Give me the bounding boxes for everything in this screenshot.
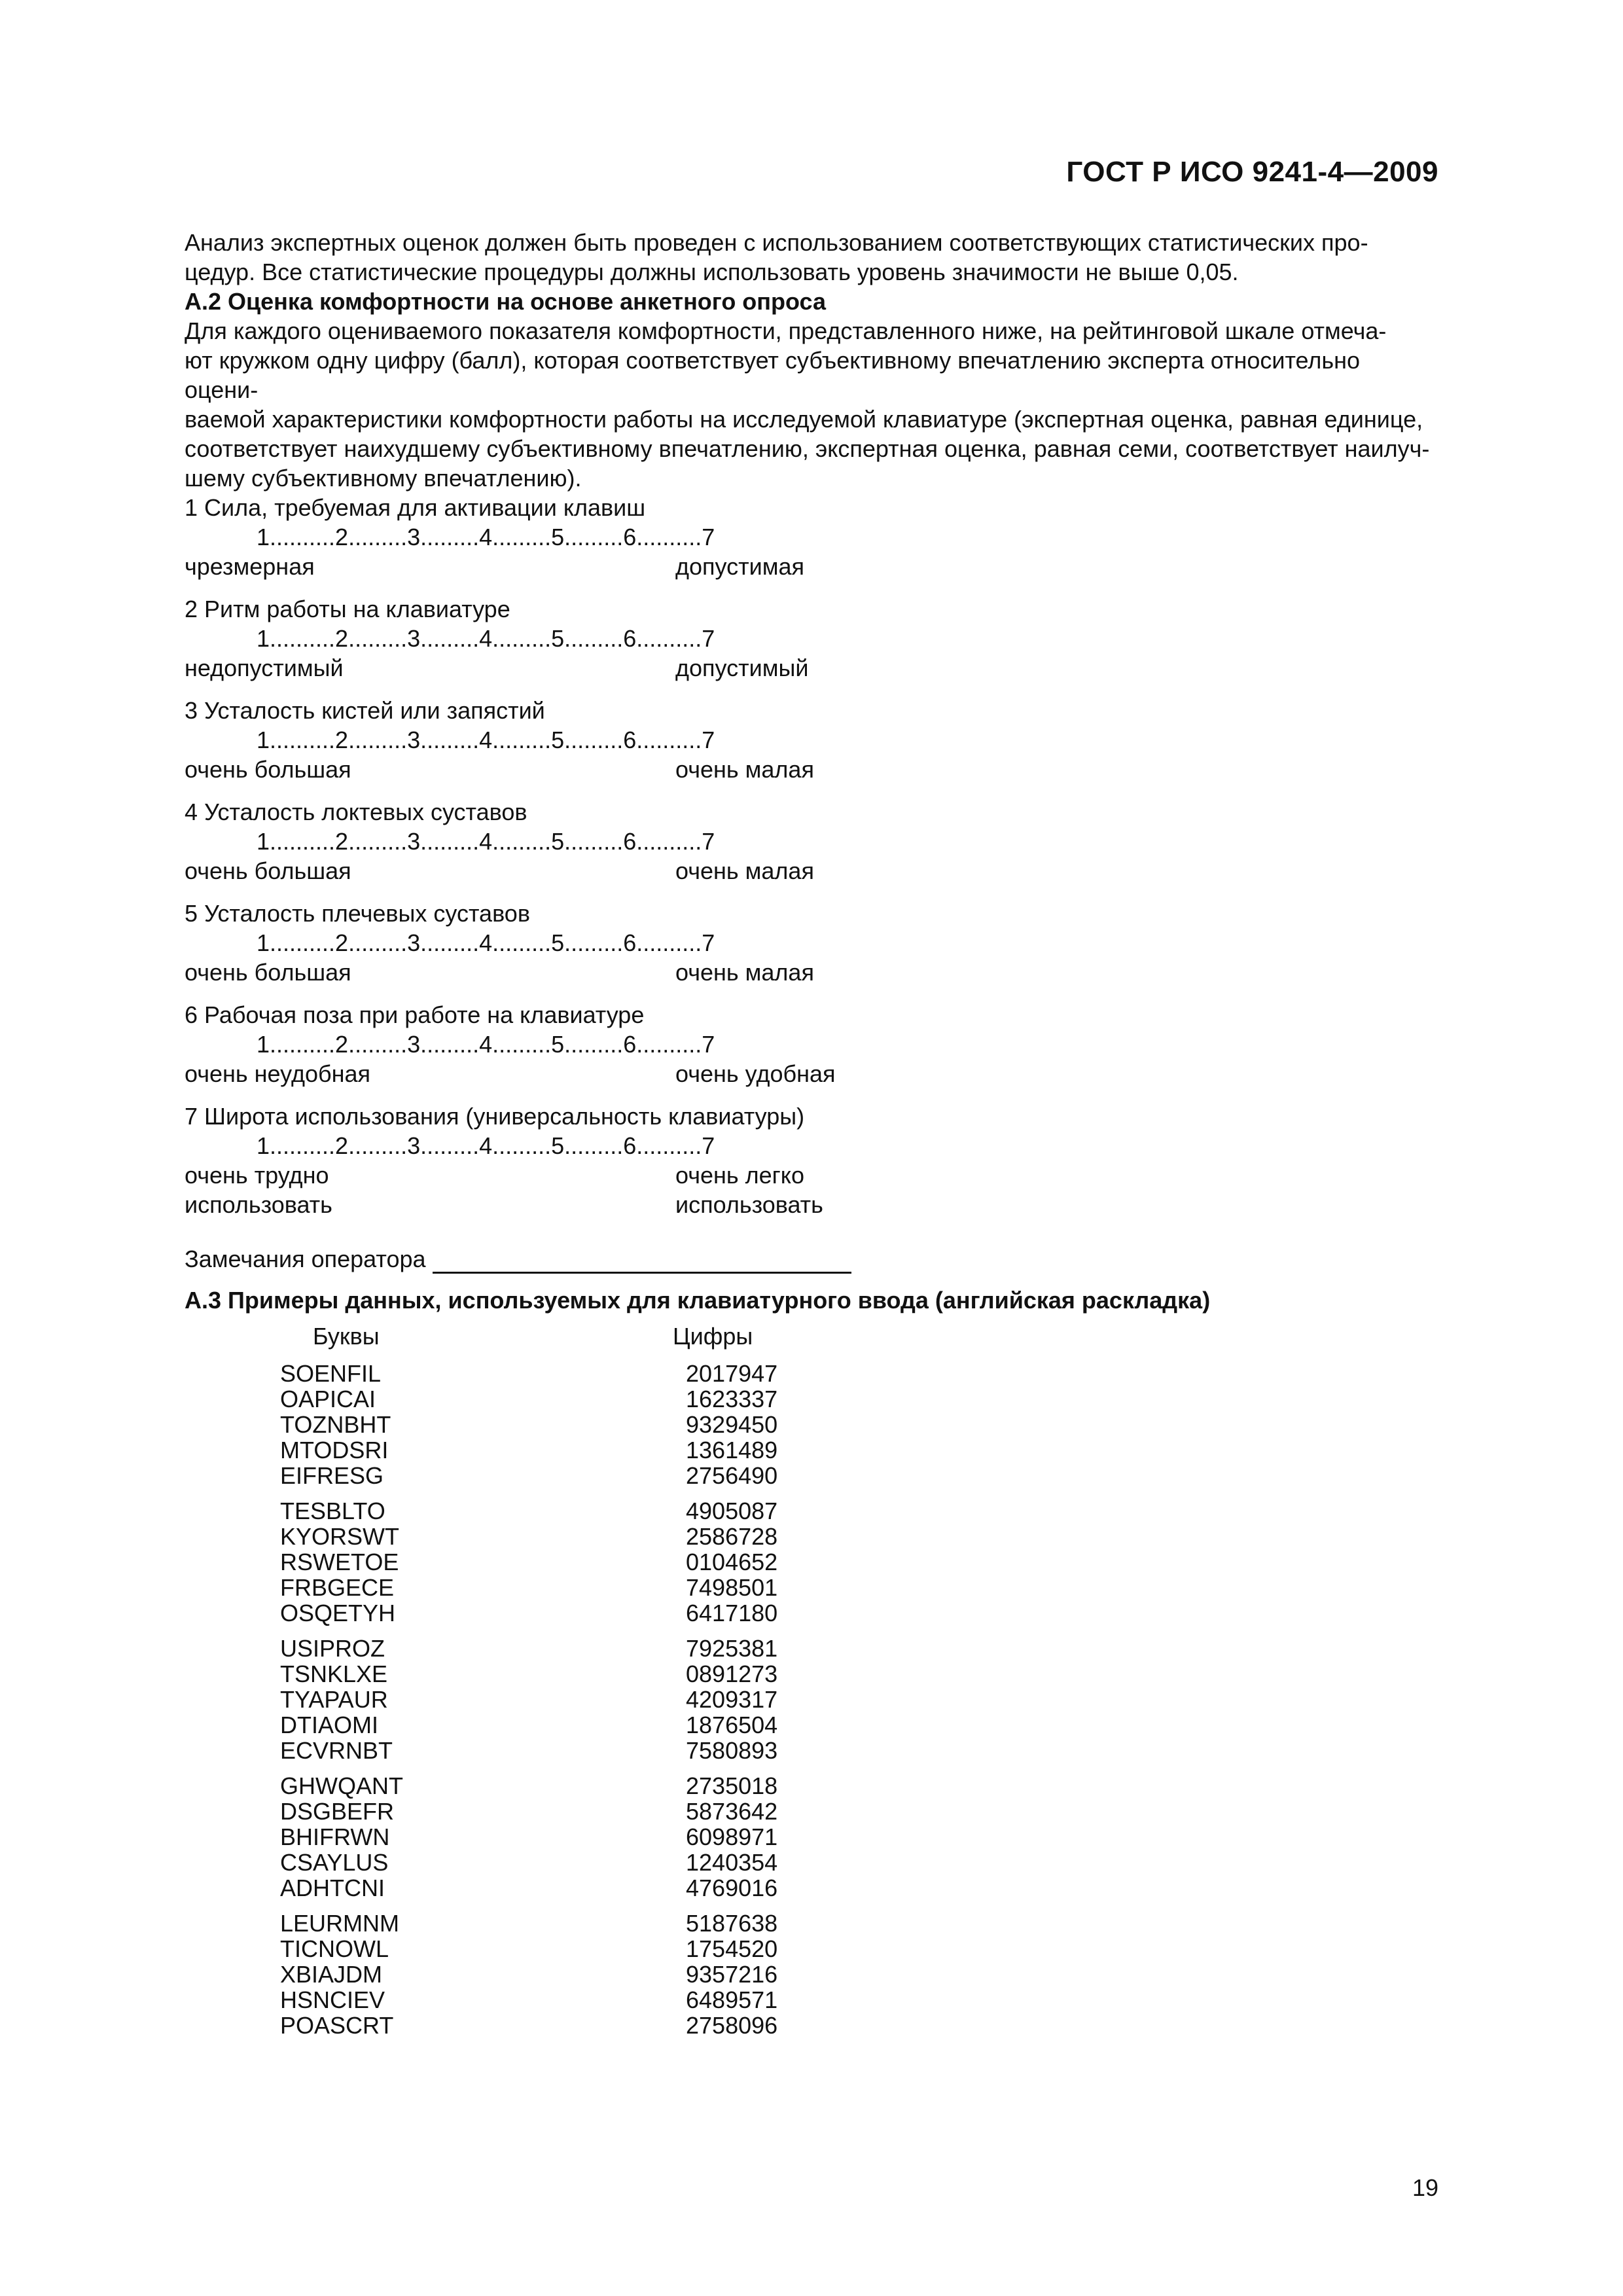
table-row	[280, 1987, 777, 2013]
question-item	[185, 696, 1438, 784]
rating-scale[interactable]: 1..........2.........3.........4.........5.........6..........7	[257, 1031, 715, 1058]
digits-cell: 1876504	[686, 1712, 778, 1738]
rating-scale[interactable]: 1..........2.........3.........4.........5.........6..........7	[257, 1132, 715, 1159]
table-row	[280, 1875, 777, 1901]
table-row	[280, 1661, 777, 1687]
digits-cell: 9357216	[686, 1961, 778, 1988]
table-row	[280, 1549, 777, 1575]
letters-cell: KYORSWT	[280, 1523, 400, 1550]
table-row	[280, 1386, 777, 1412]
section-a3-heading: А.3 Примеры данных, используемых для клавиатурного ввода (английская раскладка)	[185, 1287, 1211, 1314]
question-title: 7 Широта использования (универсальность клавиатуры)	[185, 1103, 805, 1130]
scale-right-label: допустимая	[675, 553, 804, 580]
digits-cell: 7580893	[686, 1737, 778, 1764]
table-row-group	[280, 1498, 777, 1626]
digits-cell: 5873642	[686, 1798, 778, 1825]
scale-right-label: использовать	[675, 1191, 823, 1218]
scale-right-label: допустимый	[675, 655, 809, 681]
table-row	[280, 1773, 777, 1799]
scale-right-label: очень легко	[675, 1162, 804, 1189]
letters-cell: ECVRNBT	[280, 1737, 393, 1764]
question-item	[185, 1000, 1438, 1088]
question-item	[185, 797, 1438, 886]
table-row	[280, 1799, 777, 1824]
table-body	[280, 1361, 777, 2038]
digits-cell: 5187638	[686, 1910, 778, 1937]
digits-cell: 2586728	[686, 1523, 778, 1550]
digits-cell: 2756490	[686, 1462, 778, 1489]
scale-left-label: очень неудобная	[185, 1060, 370, 1087]
digits-cell: 1361489	[686, 1437, 778, 1463]
letters-cell: USIPROZ	[280, 1635, 385, 1662]
column-header-letters: Буквы	[313, 1323, 380, 1350]
paragraph-line: ваемой характеристики комфортности работы на исследуемой клавиатуре (экспертная оценка, равная единице,	[185, 406, 1423, 433]
table-row-group	[280, 1361, 777, 1488]
scale-ends	[185, 1059, 1438, 1088]
letters-cell: RSWETOE	[280, 1549, 399, 1575]
digits-cell: 7925381	[686, 1635, 778, 1662]
digits-cell: 6489571	[686, 1986, 778, 2013]
digits-cell: 4209317	[686, 1686, 778, 1713]
letters-cell: DSGBEFR	[280, 1798, 395, 1825]
letters-cell: TICNOWL	[280, 1935, 389, 1962]
digits-cell: 1754520	[686, 1935, 778, 1962]
section-a2-heading: А.2 Оценка комфортности на основе анкетного опроса	[185, 288, 827, 315]
digits-cell: 6098971	[686, 1823, 778, 1850]
remarks-input-line[interactable]	[433, 1246, 851, 1274]
table-row	[280, 1738, 777, 1763]
scale-left-label: очень большая	[185, 756, 351, 783]
table-row	[280, 1437, 777, 1463]
letters-cell: POASCRT	[280, 2012, 394, 2039]
digits-cell: 2017947	[686, 1360, 778, 1387]
main-content	[185, 228, 1438, 1315]
section-a2-paragraph	[185, 316, 1438, 493]
letters-cell: MTODSRI	[280, 1437, 389, 1463]
column-header-digits: Цифры	[673, 1323, 753, 1350]
table-row	[280, 1936, 777, 1962]
digits-cell: 7498501	[686, 1574, 778, 1601]
question-title: 4 Усталость локтевых суставов	[185, 798, 527, 825]
letters-cell: HSNCIEV	[280, 1986, 385, 2013]
rating-scale[interactable]: 1..........2.........3.........4.........5.........6..........7	[257, 726, 715, 753]
question-title: 6 Рабочая поза при работе на клавиатуре	[185, 1001, 645, 1028]
paragraph-line: Для каждого оцениваемого показателя комфортности, представленного ниже, на рейтинговой шкале отмеча-	[185, 317, 1387, 344]
table-row	[280, 1463, 777, 1488]
scale-left-label: использовать	[185, 1191, 332, 1218]
keyboard-input-examples-table	[280, 1323, 777, 2048]
paragraph-line: соответствует наихудшему субъективному впечатлению, экспертная оценка, равная семи, соответствует наилуч-	[185, 435, 1430, 462]
table-row	[280, 2013, 777, 2038]
question-title: 3 Усталость кистей или запястий	[185, 697, 545, 724]
digits-cell: 4769016	[686, 1874, 778, 1901]
table-row	[280, 1524, 777, 1549]
scale-left-label: очень большая	[185, 959, 351, 986]
letters-cell: OAPICAI	[280, 1386, 376, 1412]
table-row	[280, 1636, 777, 1661]
letters-cell: TOZNBHT	[280, 1411, 391, 1438]
table-row	[280, 1361, 777, 1386]
letters-cell: FRBGECE	[280, 1574, 395, 1601]
letters-cell: LEURMNM	[280, 1910, 400, 1937]
digits-cell: 0891273	[686, 1660, 778, 1687]
digits-cell: 4905087	[686, 1498, 778, 1524]
scale-right-label: очень малая	[675, 756, 814, 783]
table-row	[280, 1850, 777, 1875]
scale-right-label: очень малая	[675, 959, 814, 986]
scale-right-label: очень удобная	[675, 1060, 836, 1087]
questionnaire	[185, 493, 1438, 1219]
letters-cell: CSAYLUS	[280, 1849, 389, 1876]
scale-left-label: очень трудно	[185, 1162, 329, 1189]
scale-ends	[185, 1160, 1438, 1190]
letters-cell: TYAPAUR	[280, 1686, 388, 1713]
question-title: 5 Усталость плечевых суставов	[185, 900, 530, 927]
question-item	[185, 899, 1438, 987]
digits-cell: 0104652	[686, 1549, 778, 1575]
scale-left-label: чрезмерная	[185, 553, 315, 580]
remarks-label: Замечания оператора	[185, 1246, 426, 1272]
letters-cell: BHIFRWN	[280, 1823, 390, 1850]
letters-cell: ADHTCNI	[280, 1874, 385, 1901]
scale-ends	[185, 958, 1438, 987]
intro-line: цедур. Все статистические процедуры должны использовать уровень значимости не выше 0,05.	[185, 259, 1239, 285]
letters-cell: EIFRESG	[280, 1462, 384, 1489]
scale-ends	[185, 755, 1438, 784]
paragraph-line: шему субъективному впечатлению).	[185, 465, 582, 492]
operator-remarks	[185, 1244, 1438, 1274]
page-number: 19	[1412, 2174, 1438, 2201]
paragraph-line: ют кружком одну цифру (балл), которая соответствует субъективному впечатлению эксперта относительно оцени-	[185, 347, 1361, 403]
table-row	[280, 1600, 777, 1626]
scale-ends	[185, 1190, 1438, 1219]
question-title: 1 Сила, требуемая для активации клавиш	[185, 494, 646, 521]
table-row-group	[280, 1910, 777, 2038]
digits-cell: 1240354	[686, 1849, 778, 1876]
table-row	[280, 1910, 777, 1936]
scale-left-label: недопустимый	[185, 655, 344, 681]
intro-line: Анализ экспертных оценок должен быть проведен с использованием соответствующих статистических про-	[185, 229, 1368, 256]
table-row-group	[280, 1773, 777, 1901]
scale-ends	[185, 552, 1438, 581]
letters-cell: DTIAOMI	[280, 1712, 378, 1738]
digits-cell: 2735018	[686, 1772, 778, 1799]
letters-cell: OSQETYH	[280, 1600, 396, 1626]
digits-cell: 6417180	[686, 1600, 778, 1626]
table-row	[280, 1712, 777, 1738]
letters-cell: TSNKLXE	[280, 1660, 388, 1687]
letters-cell: XBIAJDM	[280, 1961, 383, 1988]
letters-cell: SOENFIL	[280, 1360, 382, 1387]
digits-cell: 9329450	[686, 1411, 778, 1438]
rating-scale[interactable]: 1..........2.........3.........4.........5.........6..........7	[257, 625, 715, 652]
standard-header: ГОСТ Р ИСО 9241-4—2009	[1066, 156, 1438, 188]
question-title: 2 Ритм работы на клавиатуре	[185, 596, 510, 622]
letters-cell: GHWQANT	[280, 1772, 403, 1799]
question-item	[185, 493, 1438, 581]
table-row	[280, 1962, 777, 1987]
table-row	[280, 1498, 777, 1524]
rating-scale[interactable]: 1..........2.........3.........4.........5.........6..........7	[257, 929, 715, 956]
table-row	[280, 1687, 777, 1712]
table-header	[280, 1323, 777, 1349]
scale-left-label: очень большая	[185, 857, 351, 884]
scale-ends	[185, 653, 1438, 683]
question-item	[185, 594, 1438, 683]
digits-cell: 2758096	[686, 2012, 778, 2039]
question-item	[185, 1102, 1438, 1219]
table-row	[280, 1412, 777, 1437]
scale-right-label: очень малая	[675, 857, 814, 884]
table-row	[280, 1824, 777, 1850]
rating-scale[interactable]: 1..........2.........3.........4.........5.........6..........7	[257, 524, 715, 550]
table-row-group	[280, 1636, 777, 1763]
table-row	[280, 1575, 777, 1600]
intro-paragraph	[185, 228, 1438, 287]
digits-cell: 1623337	[686, 1386, 778, 1412]
scale-ends	[185, 856, 1438, 886]
rating-scale[interactable]: 1..........2.........3.........4.........5.........6..........7	[257, 828, 715, 855]
letters-cell: TESBLTO	[280, 1498, 385, 1524]
